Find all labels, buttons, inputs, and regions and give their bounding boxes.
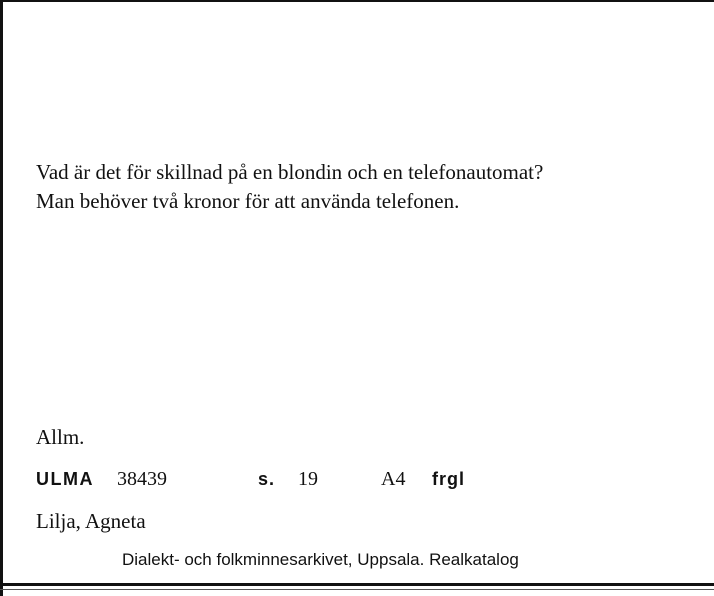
category-label: Allm. bbox=[36, 425, 85, 449]
page-label: s. bbox=[258, 469, 276, 489]
archive-footer: Dialekt- och folkminnesarkivet, Uppsala. Realkatalog bbox=[122, 550, 519, 569]
archive-number: 38439 bbox=[117, 468, 167, 490]
format-extra-label: frgl bbox=[432, 469, 465, 489]
page-number: 19 bbox=[298, 468, 318, 490]
recorder-name: Lilja, Agneta bbox=[36, 509, 146, 533]
format-label: A4 bbox=[381, 468, 406, 490]
card-text bbox=[36, 158, 543, 216]
text-line-question: Vad är det för skillnad på en blondin och en telefonautomat? bbox=[36, 160, 544, 184]
card-border-top bbox=[0, 0, 714, 2]
card-border-left bbox=[0, 0, 3, 596]
card-border-bottom bbox=[0, 583, 714, 586]
archive-label: ULMA bbox=[36, 469, 94, 489]
card-border-bottom-thin bbox=[0, 589, 714, 590]
text-line-answer: Man behöver två kronor för att använda telefonen. bbox=[36, 189, 460, 213]
